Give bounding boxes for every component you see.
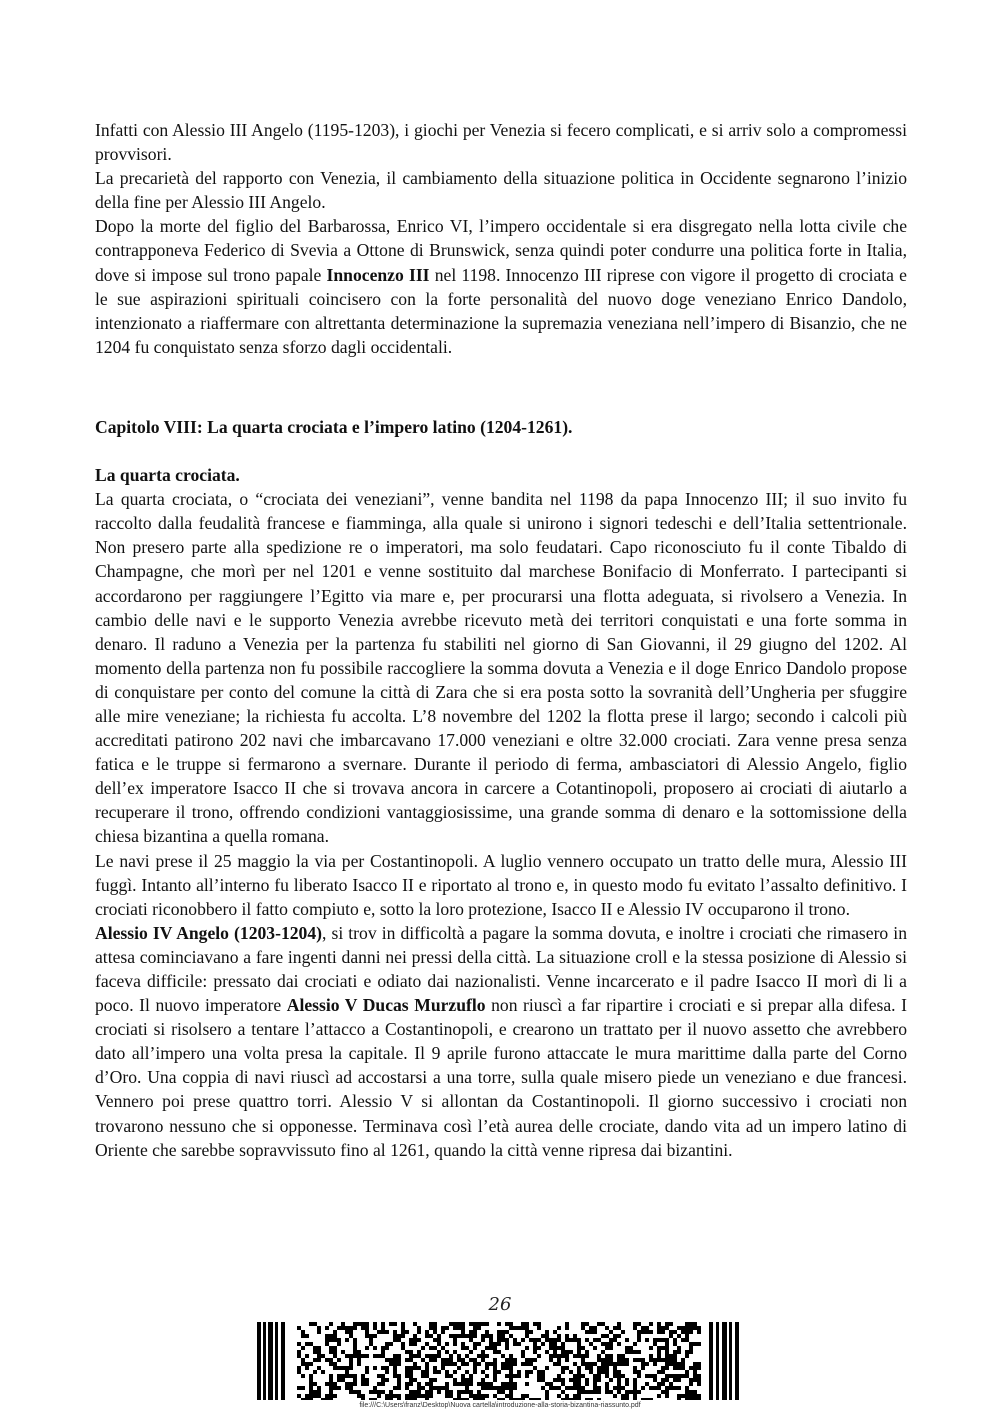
paragraph-1: Infatti con Alessio III Angelo (1195-1203), i giochi per Venezia si fecero complicati, e si arriv solo a compromessi provvisori.	[95, 120, 907, 165]
paragraph-3-text-a: Dopo la morte del figlio del Barbarossa, Enrico VI, l’impero occidentale si era disgregato nella lotta civile che contrapponeva Federico di Svevia a Ottone di Brunswick, senza quindi poter condurre una politica forte in Italia, dove si impose sul trono papale	[95, 216, 907, 285]
barcode-icon	[257, 1322, 739, 1400]
paragraph-4: La quarta crociata, o “crociata dei veneziani”, venne bandita nel 1198 da papa Innocenzo III; il suo invito fu raccolto dalla feudalità francese e fiamminga, alla quale si unirono i signori tedeschi e dell’Italia settentrionale. Non presero parte alla spedizione re o imperatori, ma solo feudatari. Capo riconosciuto fu il conte Tibaldo di Champagne, che morì per nel 1201 e venne sostituito dal marchese Bonifacio di Monferrato. I partecipanti si accordarono per raggiungere l’Egitto via mare e, per procurarsi una flotta adeguata, si rivolsero a Venezia. In cambio delle navi e le supporto Venezia avrebbe ricevuto metà dei territori conquistati e una forte somma in denaro. Il raduno a Venezia per la partenza fu stabiliti nel giorno di San Giovanni, il 29 giugno del 1202. Al momento della partenza non fu possibile raccogliere la somma dovuta a Venezia e il doge Enrico Dandolo propose di conquistare per conto del comune la città di Zara che si era posta sotto la sovranità dell’Ungheria per sfuggire alle mire veneziane; la richiesta fu accolta. L’8 novembre del 1202 la flotta prese il largo; secondo i calcoli più accreditati patirono 202 navi che imbarcavano 17.000 veneziani e oltre 32.000 crociati. Zara venne presa senza fatica e le truppe si fermarono a svernare. Durante il periodo di ferma, ambasciatori di Alessio Angelo, figlio dell’ex imperatore Isacco II che si trovava ancora in carcere a Cotantinopoli, proposero ai crociati di aiutarlo a recuperare il trono, offrendo condizioni vantaggiosissime, una grande somma di denaro e la sottomissione della chiesa bizantina a quella romana.	[95, 489, 907, 847]
page-number: 26	[488, 1294, 512, 1315]
section-title: La quarta crociata.	[95, 465, 240, 486]
paragraph-2: La precarietà del rapporto con Venezia, il cambiamento della situazione politica in Occidente segnarono l’inizio della fine per Alessio III Angelo.	[95, 168, 907, 213]
paragraph-6	[95, 921, 907, 1162]
chapter-title: Capitolo VIII: La quarta crociata e l’impero latino (1204-1261).	[95, 416, 573, 437]
paragraph-3-text-c: nel 1198. Innocenzo III riprese con vigore il progetto di crociata e le sue aspirazioni spirituali coincisero con la forte personalità del nuovo doge veneziano Enrico Dandolo, intenzionato a riaffermare con altrettanta determinazione la supremazia veneziana nell’impero di Bisanzio, che ne 1204 fu conquistato senza sforzo dagli occidentali.	[95, 264, 907, 357]
paragraph-6-bold-2: Alessio V Ducas Murzuflo	[286, 995, 486, 1016]
paragraph-6-text-2: non riuscì a far ripartire i crociati e si prepar alla difesa. I crociati si risolsero a tentare l’attacco a Costantinopoli, e crearono un trattato per il nuovo assetto che avrebbero dato all’impero una volta presa la capitale. Il 9 aprile furono attaccate le mura marittime dalla parte del Corno d’Oro. Una coppia di navi riuscì ad accostarsi a una torre, sulla quale misero piede un veneziano e due francesi. Vennero poi prese quattro torri. Alessio V si allontan da Costantinopoli. Il giorno successivo i crociati non trovarono nessuno che si opponesse. Terminava così l’età aurea delle crociate, dando vita ad un impero latino di Oriente che sarebbe sopravvissuto fino al 1261, quando la città venne ripresa dai bizantini.	[95, 995, 907, 1160]
document-body	[95, 118, 907, 1162]
paragraph-5: Le navi prese il 25 maggio la via per Costantinopoli. A luglio vennero occupato un tratto delle mura, Alessio III fuggì. Intanto all’interno fu liberato Isacco II e riportato al trono e, in questo modo fu evitato l’assalto definitivo. I crociati riconobbero il fatto compiuto e, sotto la loro protezione, Isacco II e Alessio IV occuparono il trono.	[95, 850, 907, 919]
paragraph-6-bold-1: Alessio IV Angelo (1203-1204)	[95, 922, 322, 943]
paragraph-3-bold: Innocenzo III	[326, 264, 430, 285]
file-path-footer: file:///C:\Users\franz\Desktop\Nuova cartella\introduzione-alla-storia-bizantina-riassunto.pdf	[359, 1402, 641, 1409]
paragraph-6-text-1: , si trov in difficoltà a pagare la somma dovuta, e inoltre i crociati che rimasero in attesa cominciavano a fare ingenti danni nei pressi della città. La situazione croll e la stessa posizione di Alessio si faceva difficile: pressato dai crociati e odiato dai nazionalisti. Venne incarcerato e il padre Isacco II morì di li a poco. Il nuovo imperatore	[95, 922, 907, 1016]
paragraph-3	[95, 214, 907, 359]
